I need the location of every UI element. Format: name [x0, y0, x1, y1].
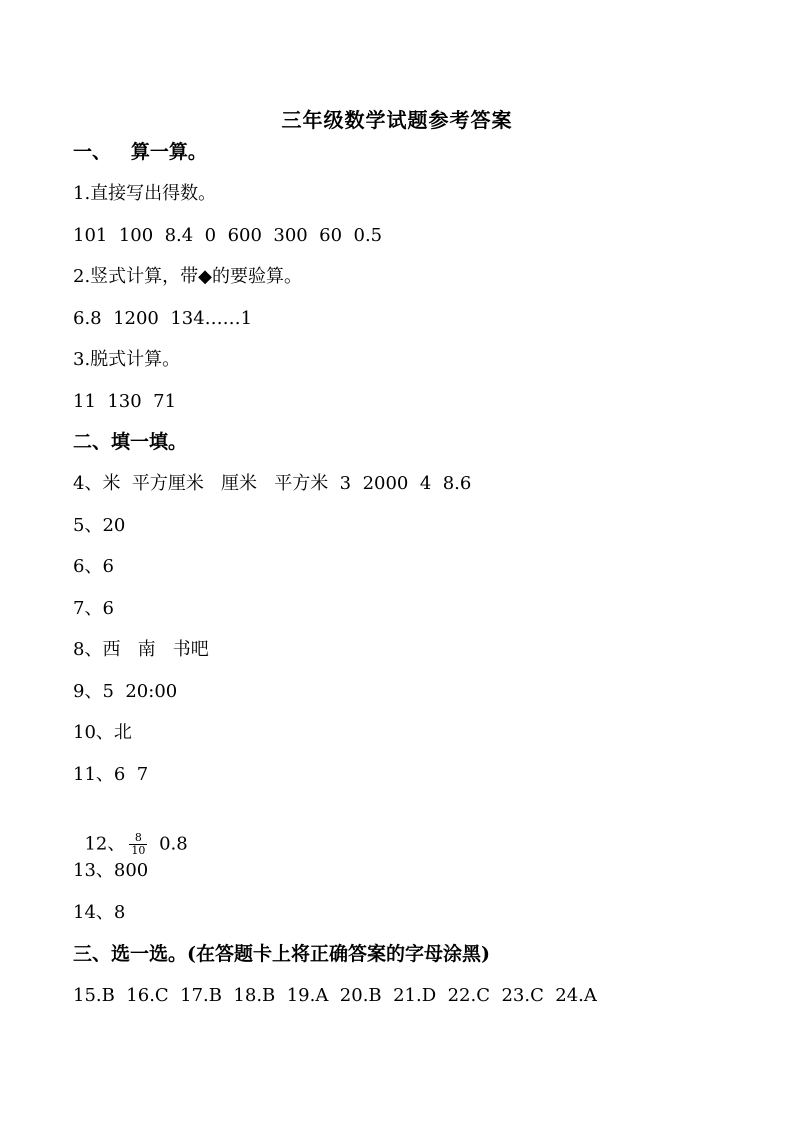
q1-answers: 101 100 8.4 0 600 300 60 0.5: [73, 225, 383, 246]
answer-line-7: 7、6: [73, 598, 114, 619]
q3-answers: 11 130 71: [73, 391, 177, 412]
q12-suffix: 0.8: [153, 833, 188, 855]
section-3-heading: 三、选一选。(在答题卡上将正确答案的字母涂黑): [73, 943, 490, 965]
choice-answers: 15.B 16.C 17.B 18.B 19.A 20.B 21.D 22.C 23.C 24.A: [73, 985, 597, 1006]
answer-line-10: 10、北: [73, 722, 132, 743]
q3-label: 3.脱式计算。: [73, 349, 181, 370]
section-1-heading: 一、 算一算。: [73, 141, 207, 163]
answer-line-11: 11、6 7: [73, 764, 149, 785]
q2-answers: 6.8 1200 134……1: [73, 308, 253, 329]
section-2-heading: 二、填一填。: [73, 431, 188, 453]
answer-line-14: 14、8: [73, 902, 126, 923]
q1-label: 1.直接写出得数。: [73, 183, 217, 204]
answer-line-8: 8、西 南 书吧: [73, 639, 209, 660]
answer-line-5: 5、20: [73, 515, 126, 536]
fraction-denominator: 10: [131, 844, 146, 857]
answer-line-4: 4、米 平方厘米 厘米 平方米 3 2000 4 8.6: [73, 473, 472, 494]
answer-line-13: 13、800: [73, 860, 149, 881]
answer-line-6: 6、6: [73, 556, 114, 577]
q2-label: 2.竖式计算，带◆的要验算。: [73, 266, 303, 287]
fraction: [129, 832, 147, 857]
fraction-numerator: 8: [134, 831, 142, 844]
answer-line-12: [73, 808, 188, 857]
q12-prefix: 12、: [84, 833, 126, 855]
answer-line-9: 9、5 20:00: [73, 681, 178, 702]
page-title: 三年级数学试题参考答案: [281, 108, 513, 132]
